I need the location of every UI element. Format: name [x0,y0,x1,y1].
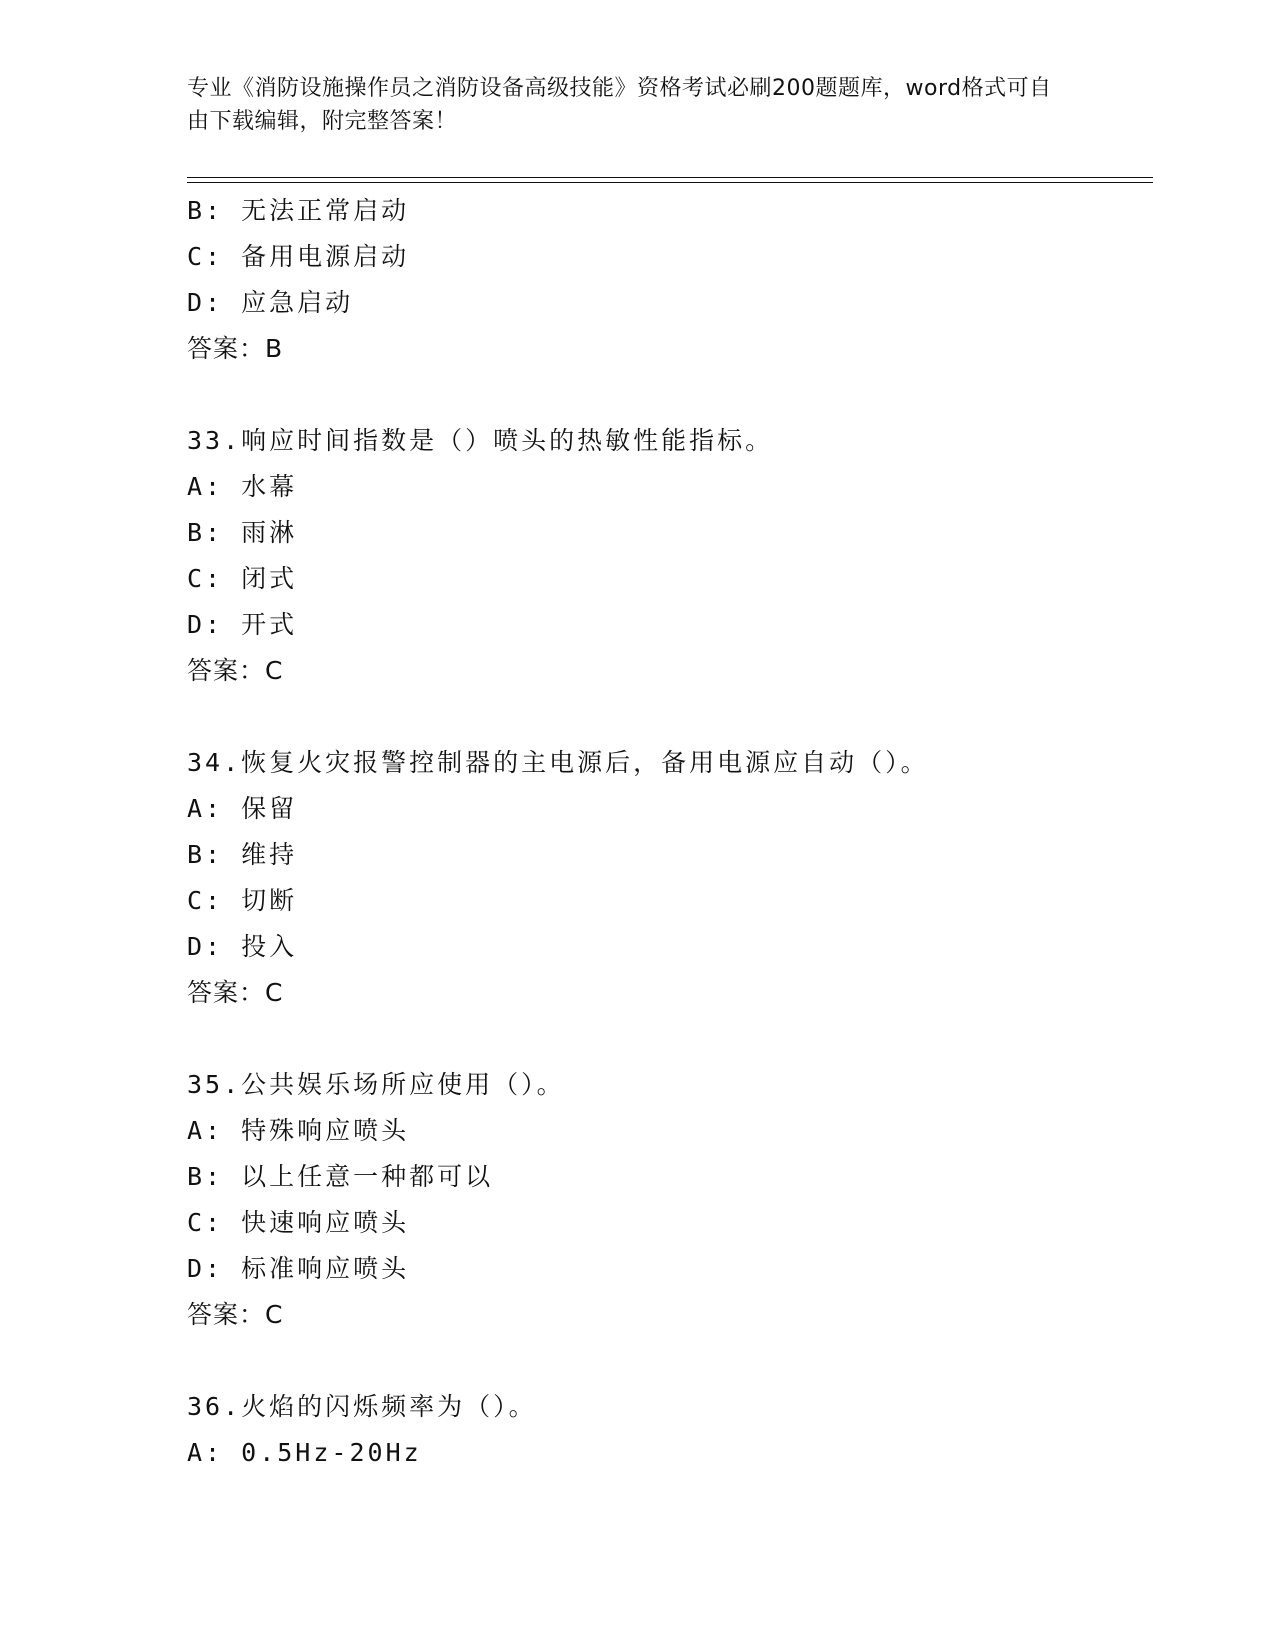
question-line: 33.响应时间指数是（）喷头的热敏性能指标。 [187,426,774,455]
option-line: A: 0.5Hz-20Hz [187,1438,422,1467]
option-line: C: 闭式 [187,564,298,593]
option-line: D: 开式 [187,610,298,639]
spacer [187,372,1153,418]
option-line: B: 雨淋 [187,518,298,547]
option-line: C: 快速响应喷头 [187,1208,410,1237]
header-divider-bottom [187,182,1153,183]
spacer [187,1338,1153,1384]
option-line: A: 特殊响应喷头 [187,1116,410,1145]
option-line: C: 切断 [187,886,298,915]
question-line: 36.火焰的闪烁频率为（）。 [187,1392,537,1421]
answer-line: 答案：C [187,656,284,685]
option-line: A: 保留 [187,794,298,823]
option-line: B: 以上任意一种都可以 [187,1162,494,1191]
answer-line: 答案：B [187,334,284,363]
question-line: 35.公共娱乐场所应使用（）。 [187,1070,565,1099]
document-header: 专业《消防设施操作员之消防设备高级技能》资格考试必刷200题题库，word格式可自由下载编辑，附完整答案！ [187,76,1052,134]
option-line: D: 标准响应喷头 [187,1254,410,1283]
option-line: A: 水幕 [187,472,298,501]
answer-line: 答案：C [187,1300,284,1329]
option-line: B: 无法正常启动 [187,196,410,225]
answer-line: 答案：C [187,978,284,1007]
spacer [187,694,1153,740]
option-line: D: 投入 [187,932,298,961]
spacer [187,1016,1153,1062]
header-divider-top [187,177,1153,178]
option-line: B: 维持 [187,840,298,869]
question-line: 34.恢复火灾报警控制器的主电源后，备用电源应自动（）。 [187,748,929,777]
question-list [187,188,1153,1476]
option-line: D: 应急启动 [187,288,354,317]
option-line: C: 备用电源启动 [187,242,410,271]
